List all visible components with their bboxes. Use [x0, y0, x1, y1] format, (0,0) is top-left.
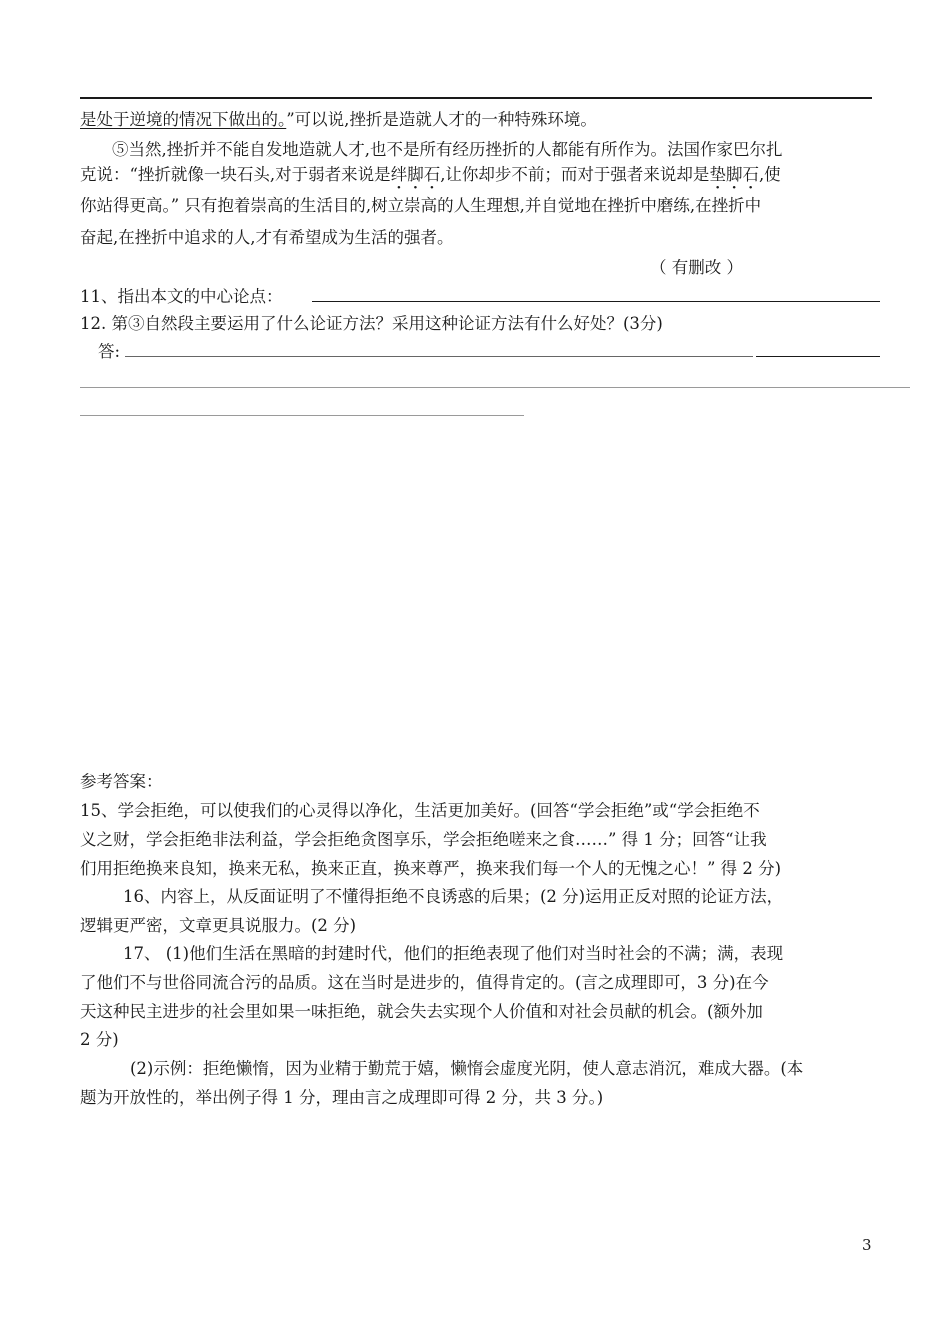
answer-blank-12c[interactable]	[80, 387, 910, 388]
answer-17-line-4: 2 分)	[80, 1030, 119, 1049]
dotted-char: 垫	[709, 165, 726, 184]
answer-blank-12d[interactable]	[80, 415, 524, 416]
answer-blank-12a[interactable]	[125, 356, 753, 357]
emphasis-stepping-stone	[709, 165, 759, 184]
para5-line-2-part-c: ,使	[758, 165, 781, 184]
answer-17-line-2: 了他们不与世俗同流合污的品质。这在当时是进步的，值得肯定的。(言之成理即可，3 分)在今	[80, 973, 769, 992]
answer-17-line-1: 17、 (1)他们生活在黑暗的封建时代，他们的拒绝表现了他们对当时社会的不满；满，表现	[123, 944, 784, 963]
answers-heading: 参考答案：	[80, 772, 163, 791]
dotted-char: 石	[742, 165, 759, 184]
passage-line-1	[80, 108, 597, 132]
dotted-char: 脚	[407, 165, 424, 184]
page-number: 3	[862, 1236, 872, 1254]
para5-line-1: ⑤当然,挫折并不能自发地造就人才,也不是所有经历挫折的人都能有所作为。法国作家巴尔扎	[112, 140, 783, 159]
source-note: （ 有删改 ）	[650, 258, 743, 277]
answer-15-line-2: 义之财，学会拒绝非法利益，学会拒绝贪图享乐，学会拒绝嗟来之食……” 得 1 分；回答“让我	[80, 830, 767, 849]
para5-line-3: 你站得更高。” 只有抱着崇高的生活目的,树立崇高的人生理想,并自觉地在挫折中磨练,在挫折中	[80, 196, 762, 215]
answer-label-12: 答:	[98, 342, 121, 361]
emphasis-stumbling-stone	[391, 165, 441, 184]
underlined-quote-end: 是处于逆境的情况下做出的。	[80, 110, 287, 129]
question-12: 12. 第③自然段主要运用了什么论证方法？采用这种论证方法有什么好处？(3分)	[80, 314, 663, 333]
answer-blank-12b[interactable]	[756, 356, 880, 357]
answer-17b-line-2: 题为开放性的，举出例子得 1 分，理由言之成理即可得 2 分，共 3 分。)	[80, 1088, 604, 1107]
question-11: 11、指出本文的中心论点：	[80, 287, 283, 306]
answer-17b-line-1: (2)示例：拒绝懒惰，因为业精于勤荒于嬉，懒惰会虚度光阴，使人意志消沉，难成大器。(本	[130, 1059, 804, 1078]
answer-17-line-3: 天这种民主进步的社会里如果一味拒绝，就会失去实现个人价值和对社会员献的机会。(额外加	[80, 1002, 763, 1021]
para5-line-2	[80, 163, 781, 187]
answer-15-line-1: 15、学会拒绝，可以使我们的心灵得以净化，生活更加美好。(回答“学会拒绝”或“学会拒绝不	[80, 801, 760, 820]
para5-line-2-part-a: 克说：“挫折就像一块石头,对于弱者来说是	[80, 165, 391, 184]
para5-line-4: 奋起,在挫折中追求的人,才有希望成为生活的强者。	[80, 228, 454, 247]
answer-15-line-3: 们用拒绝换来良知，换来无私，换来正直，换来尊严，换来我们每一个人的无愧之心！” 得 2 分)	[80, 859, 782, 878]
dotted-char: 脚	[725, 165, 743, 184]
answer-16-line-1: 16、内容上，从反面证明了不懂得拒绝不良诱惑的后果；(2 分)运用正反对照的论证方法，	[123, 887, 784, 906]
top-rule	[80, 97, 872, 99]
passage-line-1-rest: ”可以说,挫折是造就人才的一种特殊环境。	[286, 110, 597, 129]
para5-line-2-part-b: ,让你却步不前；而对于强者来说却是	[440, 165, 710, 184]
dotted-char: 石	[423, 165, 441, 184]
answer-16-line-2: 逻辑更严密，文章更具说服力。(2 分)	[80, 916, 357, 935]
answer-blank-11[interactable]	[312, 301, 880, 302]
dotted-char: 绊	[390, 165, 408, 184]
